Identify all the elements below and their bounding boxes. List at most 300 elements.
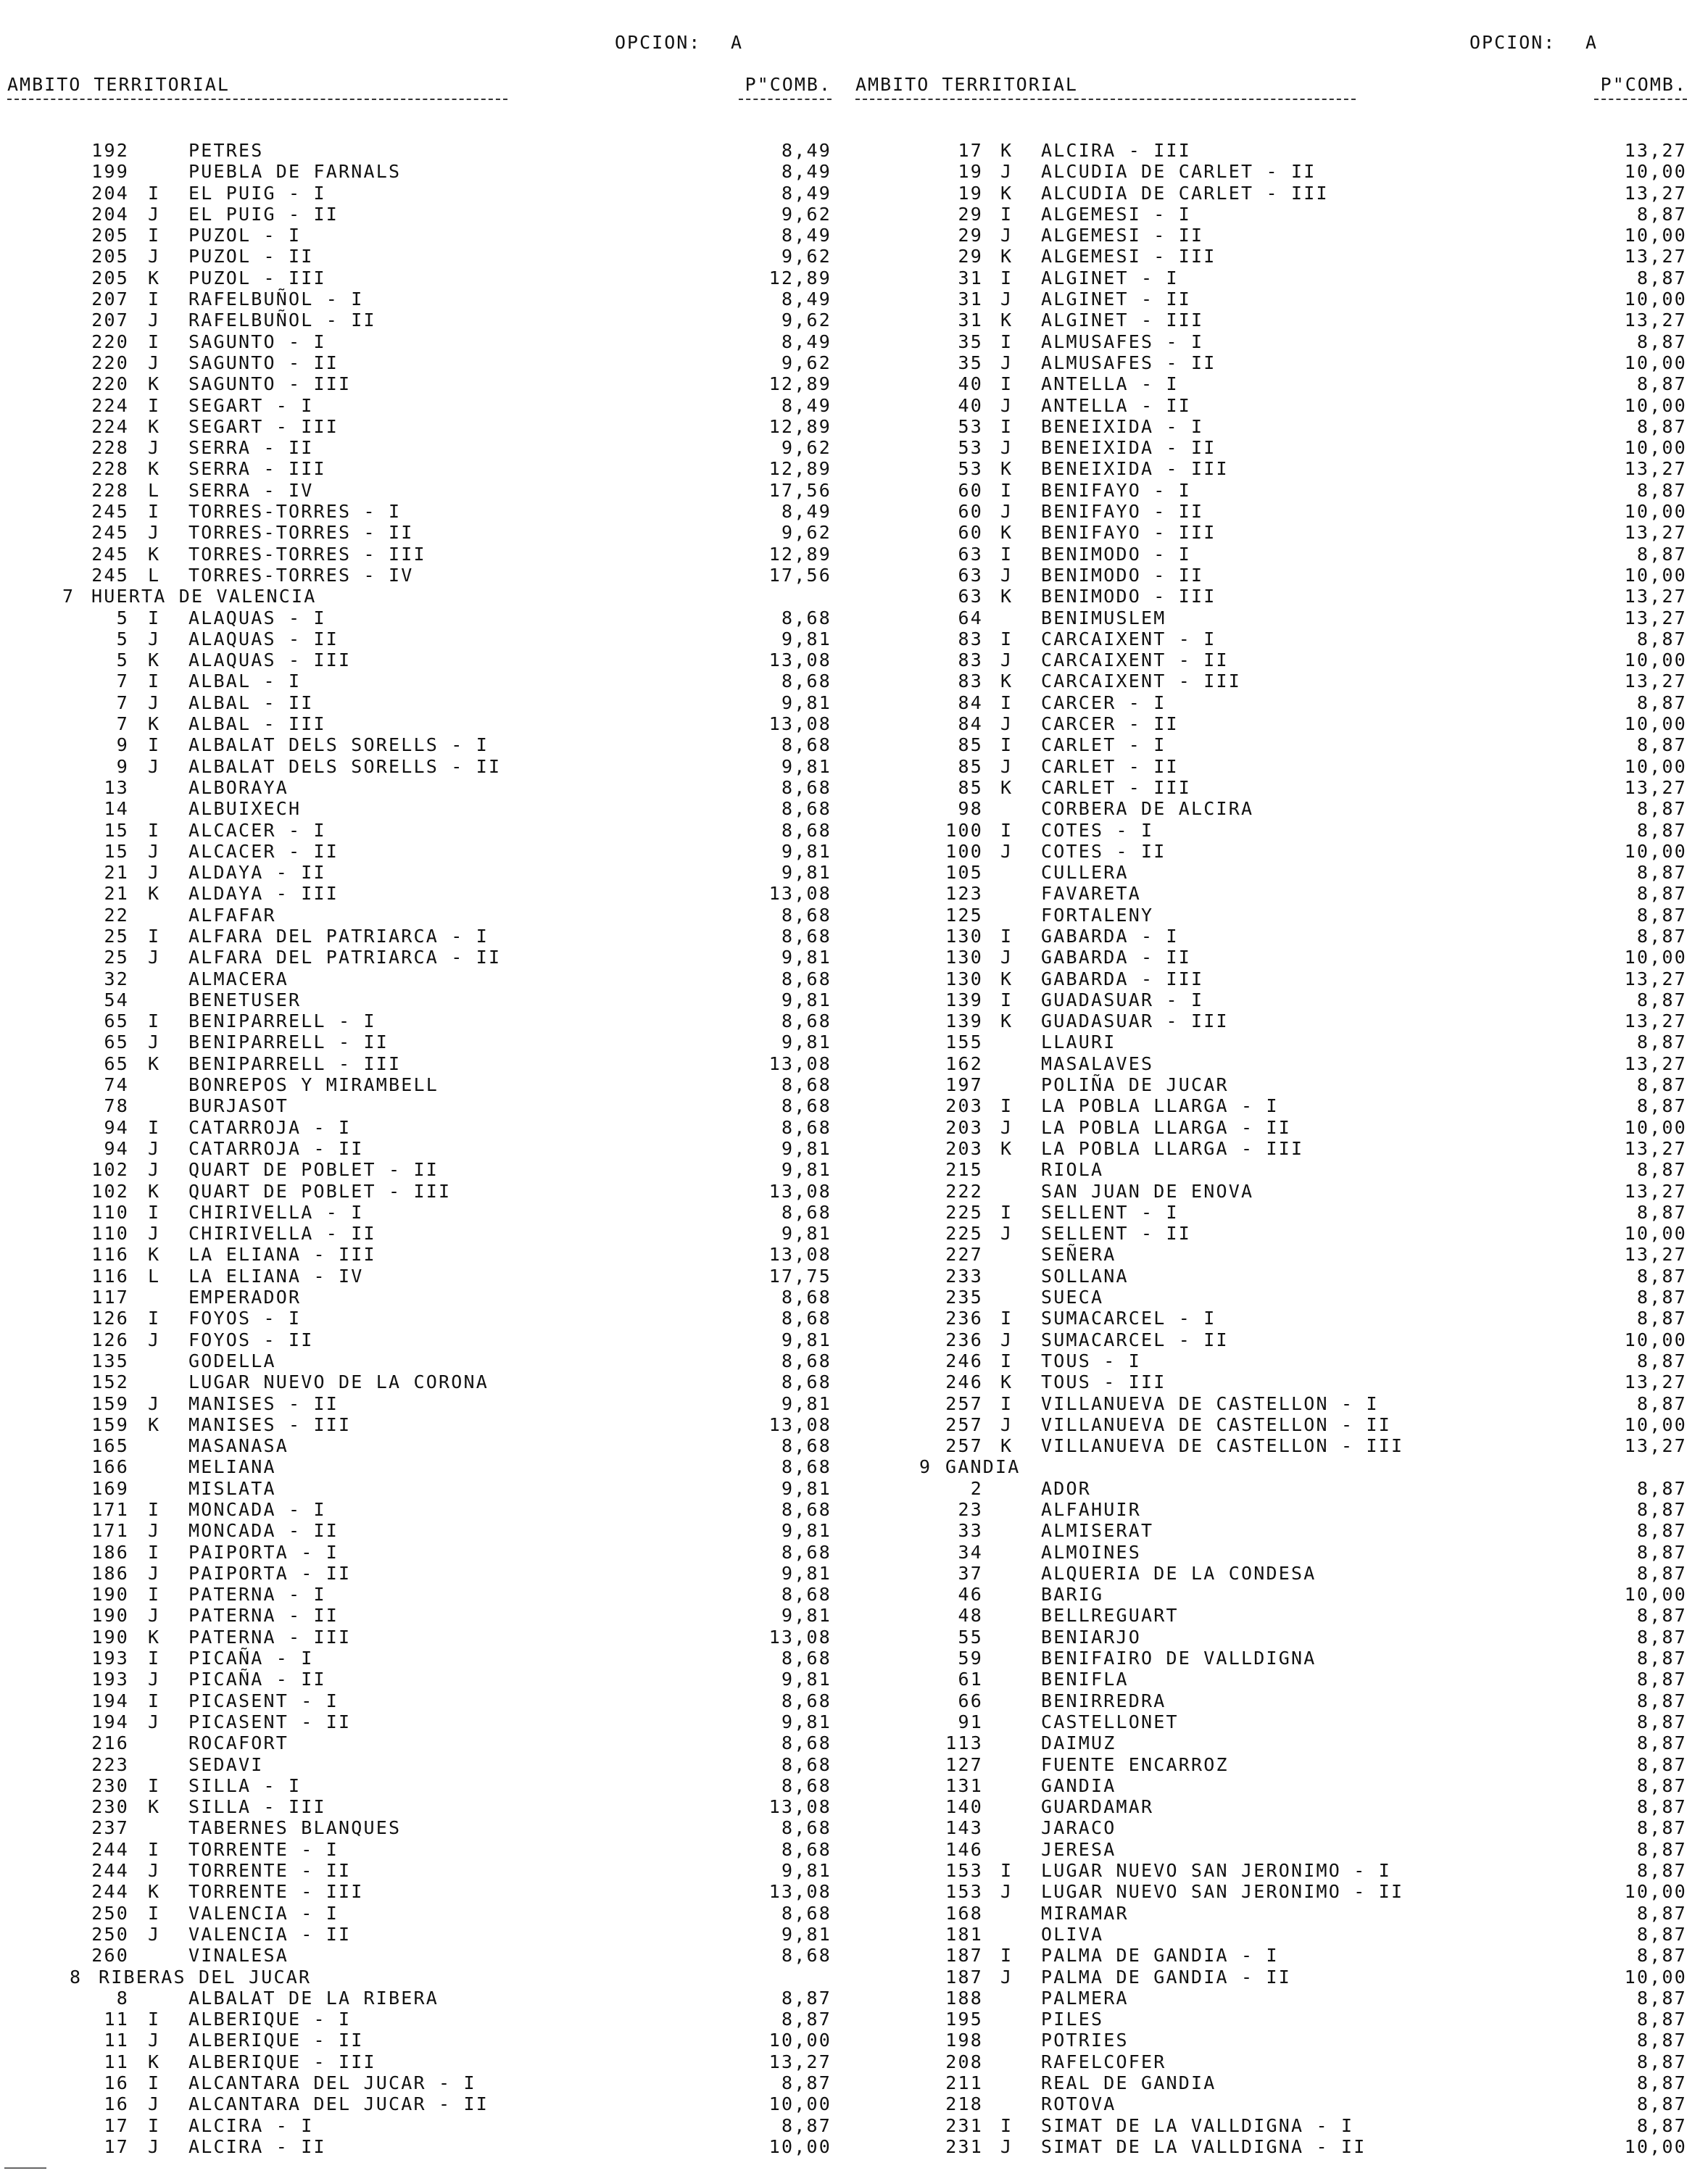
municipality-name: COTES - II — [1041, 840, 1166, 862]
table-row — [7, 1202, 837, 1223]
municipality-name: ALBERIQUE - II — [188, 2030, 364, 2051]
municipality-code: 165 — [91, 1435, 129, 1457]
pcomb-value: 8,68 — [781, 607, 832, 628]
municipality-code: 14 — [104, 798, 129, 820]
municipality-name: FOYOS - II — [188, 1329, 314, 1350]
table-row — [7, 692, 837, 713]
pcomb-value: 9,81 — [781, 1860, 832, 1882]
municipality-code: 131 — [945, 1774, 983, 1796]
municipality-code: 17 — [104, 2114, 129, 2136]
table-row — [855, 183, 1693, 204]
zone-letter: K — [148, 458, 161, 480]
table-row — [7, 1031, 837, 1052]
pcomb-value: 8,87 — [781, 2072, 832, 2094]
municipality-code: 162 — [945, 1052, 983, 1074]
table-row — [855, 989, 1693, 1010]
table-row — [855, 1010, 1693, 1031]
municipality-name: ALMUSAFES - II — [1041, 352, 1216, 373]
pcomb-value: 9,81 — [781, 1477, 832, 1499]
municipality-name: VALENCIA - I — [188, 1902, 339, 1924]
municipality-code: 244 — [91, 1860, 129, 1882]
municipality-code: 203 — [945, 1137, 983, 1159]
pcomb-value: 8,68 — [781, 1774, 832, 1796]
municipality-code: 85 — [958, 734, 983, 756]
municipality-name: JARACO — [1041, 1817, 1116, 1839]
municipality-name: VINALESA — [188, 1945, 289, 1967]
zone-letter: J — [148, 1137, 161, 1159]
zone-letter: J — [1000, 947, 1013, 968]
municipality-code: 187 — [945, 1945, 983, 1967]
table-row — [7, 1350, 837, 1371]
table-row — [855, 926, 1693, 947]
pcomb-value: 8,68 — [781, 670, 832, 692]
zone-letter: L — [148, 1265, 161, 1287]
zone-letter: J — [148, 310, 161, 331]
table-row — [855, 373, 1693, 394]
municipality-name: VILLANUEVA DE CASTELLON - III — [1041, 1435, 1404, 1457]
municipality-name: TORRES-TORRES - I — [188, 501, 402, 523]
zone-letter: K — [1000, 458, 1013, 480]
table-row — [7, 1817, 837, 1838]
opcion-line — [1469, 32, 1598, 53]
zone-letter: I — [148, 1201, 161, 1223]
table-row — [855, 1074, 1693, 1095]
pcomb-value: 17,75 — [768, 1265, 832, 1287]
zone-letter: J — [148, 2030, 161, 2051]
municipality-name: TORRENTE - I — [188, 1838, 339, 1860]
municipality-code: 204 — [91, 203, 129, 225]
municipality-code: 110 — [91, 1223, 129, 1245]
table-row — [7, 628, 837, 649]
table-row — [7, 968, 837, 989]
table-row — [855, 883, 1693, 904]
table-row — [855, 1881, 1693, 1902]
zone-letter: J — [148, 1392, 161, 1414]
table-row — [855, 1308, 1693, 1329]
pcomb-value: 10,00 — [1624, 755, 1687, 777]
municipality-code: 9 — [116, 734, 129, 756]
table-row — [855, 756, 1693, 777]
pcomb-value: 13,27 — [1624, 1180, 1687, 1202]
section-number: 8 — [70, 1966, 83, 1988]
pcomb-value: 9,81 — [781, 1031, 832, 1053]
municipality-code: 146 — [945, 1838, 983, 1860]
municipality-code: 53 — [958, 458, 983, 480]
municipality-name: ALCUDIA DE CARLET - II — [1041, 161, 1317, 183]
municipality-name: ALBORAYA — [188, 776, 289, 798]
municipality-code: 245 — [91, 501, 129, 523]
zone-letter: J — [1000, 161, 1013, 183]
zone-letter: J — [148, 2135, 161, 2157]
municipality-code: 61 — [958, 1669, 983, 1690]
pcomb-value: 8,87 — [1636, 1201, 1687, 1223]
municipality-name: QUART DE POBLET - III — [188, 1180, 452, 1202]
table-row — [7, 1138, 837, 1159]
municipality-name: ADOR — [1041, 1477, 1092, 1499]
table-row — [855, 1095, 1693, 1116]
municipality-name: FUENTE ENCARROZ — [1041, 1753, 1229, 1775]
municipality-name: TORRENTE - III — [188, 1881, 364, 1903]
municipality-name: BENETUSER — [188, 989, 302, 1010]
table-row — [7, 883, 837, 904]
table-row — [855, 2072, 1693, 2093]
pcomb-value: 8,68 — [781, 968, 832, 989]
municipality-name: SUMACARCEL - I — [1041, 1308, 1216, 1329]
zone-letter: K — [1000, 1435, 1013, 1457]
municipality-code: 224 — [91, 415, 129, 437]
municipality-name: LUGAR NUEVO SAN JERONIMO - I — [1041, 1860, 1392, 1882]
municipality-code: 15 — [104, 840, 129, 862]
table-row — [7, 1371, 837, 1392]
municipality-code: 193 — [91, 1648, 129, 1669]
municipality-code: 9 — [116, 755, 129, 777]
table-row — [855, 777, 1693, 798]
municipality-code: 13 — [104, 776, 129, 798]
pcomb-value: 9,81 — [781, 840, 832, 862]
table-row — [855, 1988, 1693, 2009]
table-row — [7, 926, 837, 947]
municipality-name: CARCAIXENT - II — [1041, 649, 1229, 671]
zone-letter: K — [1000, 968, 1013, 989]
pcomb-value: 10,00 — [1624, 288, 1687, 310]
municipality-code: 102 — [91, 1180, 129, 1202]
pcomb-value: 13,08 — [768, 649, 832, 671]
pcomb-value: 13,27 — [1624, 670, 1687, 692]
zone-letter: I — [1000, 1392, 1013, 1414]
municipality-name: ALBERIQUE - I — [188, 2009, 352, 2030]
zone-letter: J — [148, 522, 161, 544]
zone-letter: K — [148, 1413, 161, 1435]
municipality-name: GODELLA — [188, 1350, 276, 1371]
municipality-name: CATARROJA - II — [188, 1137, 364, 1159]
municipality-name: GUARDAMAR — [1041, 1796, 1154, 1818]
municipality-name: MONCADA - II — [188, 1520, 339, 1542]
table-row — [7, 1329, 837, 1350]
municipality-code: 22 — [104, 904, 129, 926]
pcomb-value: 9,81 — [781, 947, 832, 968]
pcomb-value: 10,00 — [1624, 352, 1687, 373]
pcomb-value: 8,87 — [1636, 1350, 1687, 1371]
municipality-name: ALFAFAR — [188, 904, 276, 926]
municipality-code: 181 — [945, 1923, 983, 1945]
pcomb-value: 9,81 — [781, 755, 832, 777]
municipality-name: BARIG — [1041, 1584, 1104, 1606]
pcomb-value: 10,00 — [1624, 1329, 1687, 1350]
municipality-name: ALGEMESI - II — [1041, 225, 1204, 246]
zone-letter: I — [148, 1648, 161, 1669]
municipality-name: GABARDA - II — [1041, 947, 1192, 968]
header-underline — [1594, 99, 1687, 100]
table-row — [7, 1159, 837, 1180]
zone-letter: K — [148, 1180, 161, 1202]
pcomb-value: 8,49 — [781, 182, 832, 204]
table-row — [855, 1499, 1693, 1520]
municipality-code: 207 — [91, 288, 129, 310]
municipality-code: 187 — [945, 1966, 983, 1988]
table-row — [855, 1478, 1693, 1499]
table-row — [855, 2093, 1693, 2114]
zone-letter: J — [1000, 437, 1013, 459]
table-row — [855, 607, 1693, 628]
pcomb-value: 10,00 — [1624, 1116, 1687, 1138]
municipality-code: 126 — [91, 1329, 129, 1350]
municipality-code: 31 — [958, 288, 983, 310]
pcomb-value: 8,87 — [1636, 2030, 1687, 2051]
municipality-code: 135 — [91, 1350, 129, 1371]
municipality-name: SEDAVI — [188, 1753, 264, 1775]
municipality-code: 139 — [945, 989, 983, 1010]
municipality-code: 194 — [91, 1690, 129, 1711]
municipality-code: 63 — [958, 543, 983, 565]
municipality-name: ALCACER - I — [188, 819, 326, 841]
municipality-name: TORRENTE - II — [188, 1860, 352, 1882]
municipality-code: 116 — [91, 1265, 129, 1287]
municipality-code: 60 — [958, 479, 983, 501]
municipality-name: PUZOL - II — [188, 246, 314, 267]
municipality-name: GUADASUAR - III — [1041, 1010, 1229, 1032]
pcomb-value: 10,00 — [1624, 1223, 1687, 1245]
municipality-code: 91 — [958, 1711, 983, 1732]
municipality-code: 233 — [945, 1265, 983, 1287]
zone-letter: K — [1000, 670, 1013, 692]
table-row — [855, 1627, 1693, 1648]
zone-letter: J — [148, 1860, 161, 1882]
municipality-name: RAFELCOFER — [1041, 2051, 1166, 2072]
zone-letter: I — [1000, 1095, 1013, 1117]
pcomb-value: 9,81 — [781, 628, 832, 649]
table-row — [7, 1860, 837, 1881]
municipality-name: MASALAVES — [1041, 1052, 1154, 1074]
zone-letter: I — [148, 734, 161, 756]
pcomb-value: 8,68 — [781, 1010, 832, 1032]
municipality-name: LUGAR NUEVO DE LA CORONA — [188, 1371, 489, 1393]
municipality-code: 198 — [945, 2030, 983, 2051]
table-row — [7, 1435, 837, 1456]
municipality-code: 102 — [91, 1159, 129, 1181]
header-underline — [739, 99, 832, 100]
municipality-name: CARCER - I — [1041, 692, 1166, 713]
table-row — [855, 267, 1693, 288]
municipality-code: 208 — [945, 2051, 983, 2072]
municipality-name: LA ELIANA - IV — [188, 1265, 364, 1287]
pcomb-value: 8,87 — [1636, 1923, 1687, 1945]
pcomb-value: 8,49 — [781, 331, 832, 352]
municipality-name: EL PUIG - II — [188, 203, 339, 225]
table-row — [855, 1563, 1693, 1584]
left-column — [7, 0, 837, 2184]
municipality-code: 25 — [104, 925, 129, 947]
municipality-name: ALAQUAS - II — [188, 628, 339, 649]
zone-letter: K — [148, 415, 161, 437]
pcomb-value: 10,00 — [1624, 161, 1687, 183]
opcion-value: A — [731, 32, 744, 53]
table-row — [7, 501, 837, 522]
zone-letter: I — [148, 501, 161, 523]
zone-letter: J — [148, 755, 161, 777]
zone-letter: I — [1000, 1308, 1013, 1329]
table-row — [855, 1329, 1693, 1350]
municipality-name: ALFARA DEL PATRIARCA - I — [188, 925, 489, 947]
zone-letter: I — [148, 1838, 161, 1860]
zone-letter: I — [148, 2009, 161, 2030]
table-row — [7, 565, 837, 586]
municipality-code: 59 — [958, 1648, 983, 1669]
section-name: GANDIA — [945, 1456, 1021, 1478]
municipality-code: 94 — [104, 1137, 129, 1159]
municipality-code: 223 — [91, 1753, 129, 1775]
zone-letter: J — [148, 352, 161, 373]
municipality-code: 16 — [104, 2072, 129, 2094]
zone-letter: J — [1000, 713, 1013, 735]
municipality-code: 37 — [958, 1562, 983, 1584]
pcomb-value: 13,27 — [1624, 586, 1687, 607]
pcomb-value: 10,00 — [1624, 225, 1687, 246]
municipality-code: 117 — [91, 1287, 129, 1308]
municipality-name: MASANASA — [188, 1435, 289, 1457]
pcomb-value: 9,81 — [781, 1711, 832, 1732]
pcomb-value: 8,68 — [781, 1541, 832, 1563]
pcomb-value: 10,00 — [1624, 840, 1687, 862]
municipality-name: MANISES - II — [188, 1392, 339, 1414]
table-row — [7, 2030, 837, 2051]
zone-letter: J — [1000, 394, 1013, 416]
pcomb-value: 8,68 — [781, 1116, 832, 1138]
municipality-code: 257 — [945, 1435, 983, 1457]
zone-letter: J — [148, 1031, 161, 1053]
municipality-code: 220 — [91, 373, 129, 395]
pcomb-value: 9,81 — [781, 989, 832, 1010]
municipality-name: SUECA — [1041, 1287, 1104, 1308]
municipality-code: 130 — [945, 925, 983, 947]
zone-letter: J — [1000, 755, 1013, 777]
pcomb-value: 8,68 — [781, 1838, 832, 1860]
municipality-name: ALQUERIA DE LA CONDESA — [1041, 1562, 1317, 1584]
municipality-code: 190 — [91, 1584, 129, 1606]
zone-letter: J — [148, 862, 161, 884]
table-row — [855, 820, 1693, 841]
pcomb-value: 8,68 — [781, 1732, 832, 1754]
municipality-name: ALFAHUIR — [1041, 1499, 1142, 1520]
municipality-name: BENIPARRELL - III — [188, 1052, 402, 1074]
zone-letter: I — [1000, 692, 1013, 713]
municipality-code: 127 — [945, 1753, 983, 1775]
municipality-name: SEGART - III — [188, 415, 339, 437]
table-row — [855, 862, 1693, 883]
municipality-name: ANTELLA - II — [1041, 394, 1192, 416]
municipality-name: COTES - I — [1041, 819, 1154, 841]
table-row — [7, 756, 837, 777]
pcomb-value: 9,81 — [781, 1562, 832, 1584]
pcomb-value: 8,87 — [1636, 1265, 1687, 1287]
pcomb-value: 8,68 — [781, 1350, 832, 1371]
zone-letter: I — [148, 2114, 161, 2136]
table-row — [7, 1881, 837, 1902]
pcomb-value: 9,62 — [781, 203, 832, 225]
municipality-name: SUMACARCEL - II — [1041, 1329, 1229, 1350]
pcomb-value: 8,68 — [781, 1435, 832, 1457]
table-row — [7, 183, 837, 204]
pcomb-value: 8,87 — [1636, 1860, 1687, 1882]
pcomb-value: 8,87 — [1636, 203, 1687, 225]
municipality-code: 53 — [958, 437, 983, 459]
municipality-code: 216 — [91, 1732, 129, 1754]
municipality-code: 65 — [104, 1031, 129, 1053]
municipality-name: BENIRREDRA — [1041, 1690, 1166, 1711]
pcomb-value: 8,87 — [1636, 1774, 1687, 1796]
table-row — [855, 841, 1693, 862]
municipality-name: TORRES-TORRES - IV — [188, 564, 414, 586]
pcomb-value: 8,87 — [1636, 1732, 1687, 1754]
section-name: HUERTA DE VALENCIA — [91, 586, 317, 607]
municipality-code: 230 — [91, 1796, 129, 1818]
municipality-name: PALMERA — [1041, 1987, 1129, 2009]
table-row — [7, 862, 837, 883]
pcomb-value: 10,00 — [768, 2093, 832, 2115]
municipality-code: 231 — [945, 2114, 983, 2136]
zone-letter: I — [1000, 628, 1013, 649]
municipality-name: MONCADA - I — [188, 1499, 326, 1520]
municipality-name: MANISES - III — [188, 1413, 352, 1435]
municipality-code: 7 — [116, 692, 129, 713]
zone-letter: K — [148, 1244, 161, 1266]
header-underline — [7, 99, 507, 100]
pcomb-value: 8,87 — [1636, 415, 1687, 437]
pcomb-value: 8,87 — [1636, 1711, 1687, 1732]
zone-letter: I — [148, 1902, 161, 1924]
municipality-name: POTRIES — [1041, 2030, 1129, 2051]
pcomb-value: 9,81 — [781, 1329, 832, 1350]
table-row — [7, 2051, 837, 2072]
municipality-name: ALBALAT DE LA RIBERA — [188, 1987, 439, 2009]
municipality-code: 222 — [945, 1180, 983, 1202]
table-row — [7, 1648, 837, 1669]
table-row — [7, 1924, 837, 1945]
table-row — [7, 1499, 837, 1520]
municipality-name: BENEIXIDA - I — [1041, 415, 1204, 437]
pcomb-value: 8,68 — [781, 798, 832, 820]
municipality-code: 250 — [91, 1923, 129, 1945]
zone-letter: J — [1000, 1413, 1013, 1435]
municipality-name: CARCER - II — [1041, 713, 1179, 735]
pcomb-value: 8,87 — [1636, 734, 1687, 756]
zone-letter: I — [1000, 415, 1013, 437]
municipality-name: BENIFAYO - III — [1041, 522, 1216, 544]
municipality-code: 236 — [945, 1308, 983, 1329]
municipality-name: GUADASUAR - I — [1041, 989, 1204, 1010]
municipality-code: 203 — [945, 1095, 983, 1117]
municipality-name: PUEBLA DE FARNALS — [188, 161, 402, 183]
municipality-name: FORTALENY — [1041, 904, 1154, 926]
pcomb-value: 8,87 — [1636, 1753, 1687, 1775]
zone-letter: I — [1000, 1860, 1013, 1882]
municipality-name: SAGUNTO - I — [188, 331, 326, 352]
table-row — [7, 1732, 837, 1753]
zone-letter: J — [148, 1329, 161, 1350]
municipality-name: PAIPORTA - II — [188, 1562, 352, 1584]
header-pcomb: P"COMB. — [745, 74, 832, 95]
municipality-name: EL PUIG - I — [188, 182, 326, 204]
zone-letter: K — [148, 1796, 161, 1818]
municipality-name: ALBALAT DELS SORELLS - II — [188, 755, 502, 777]
pcomb-value: 8,68 — [781, 1648, 832, 1669]
municipality-name: ALCIRA - III — [1041, 140, 1192, 161]
municipality-name: TOUS - I — [1041, 1350, 1142, 1371]
table-row — [7, 246, 837, 267]
municipality-code: 152 — [91, 1371, 129, 1393]
table-row — [855, 1903, 1693, 1924]
pcomb-value: 8,87 — [1636, 862, 1687, 884]
table-row — [7, 1627, 837, 1648]
